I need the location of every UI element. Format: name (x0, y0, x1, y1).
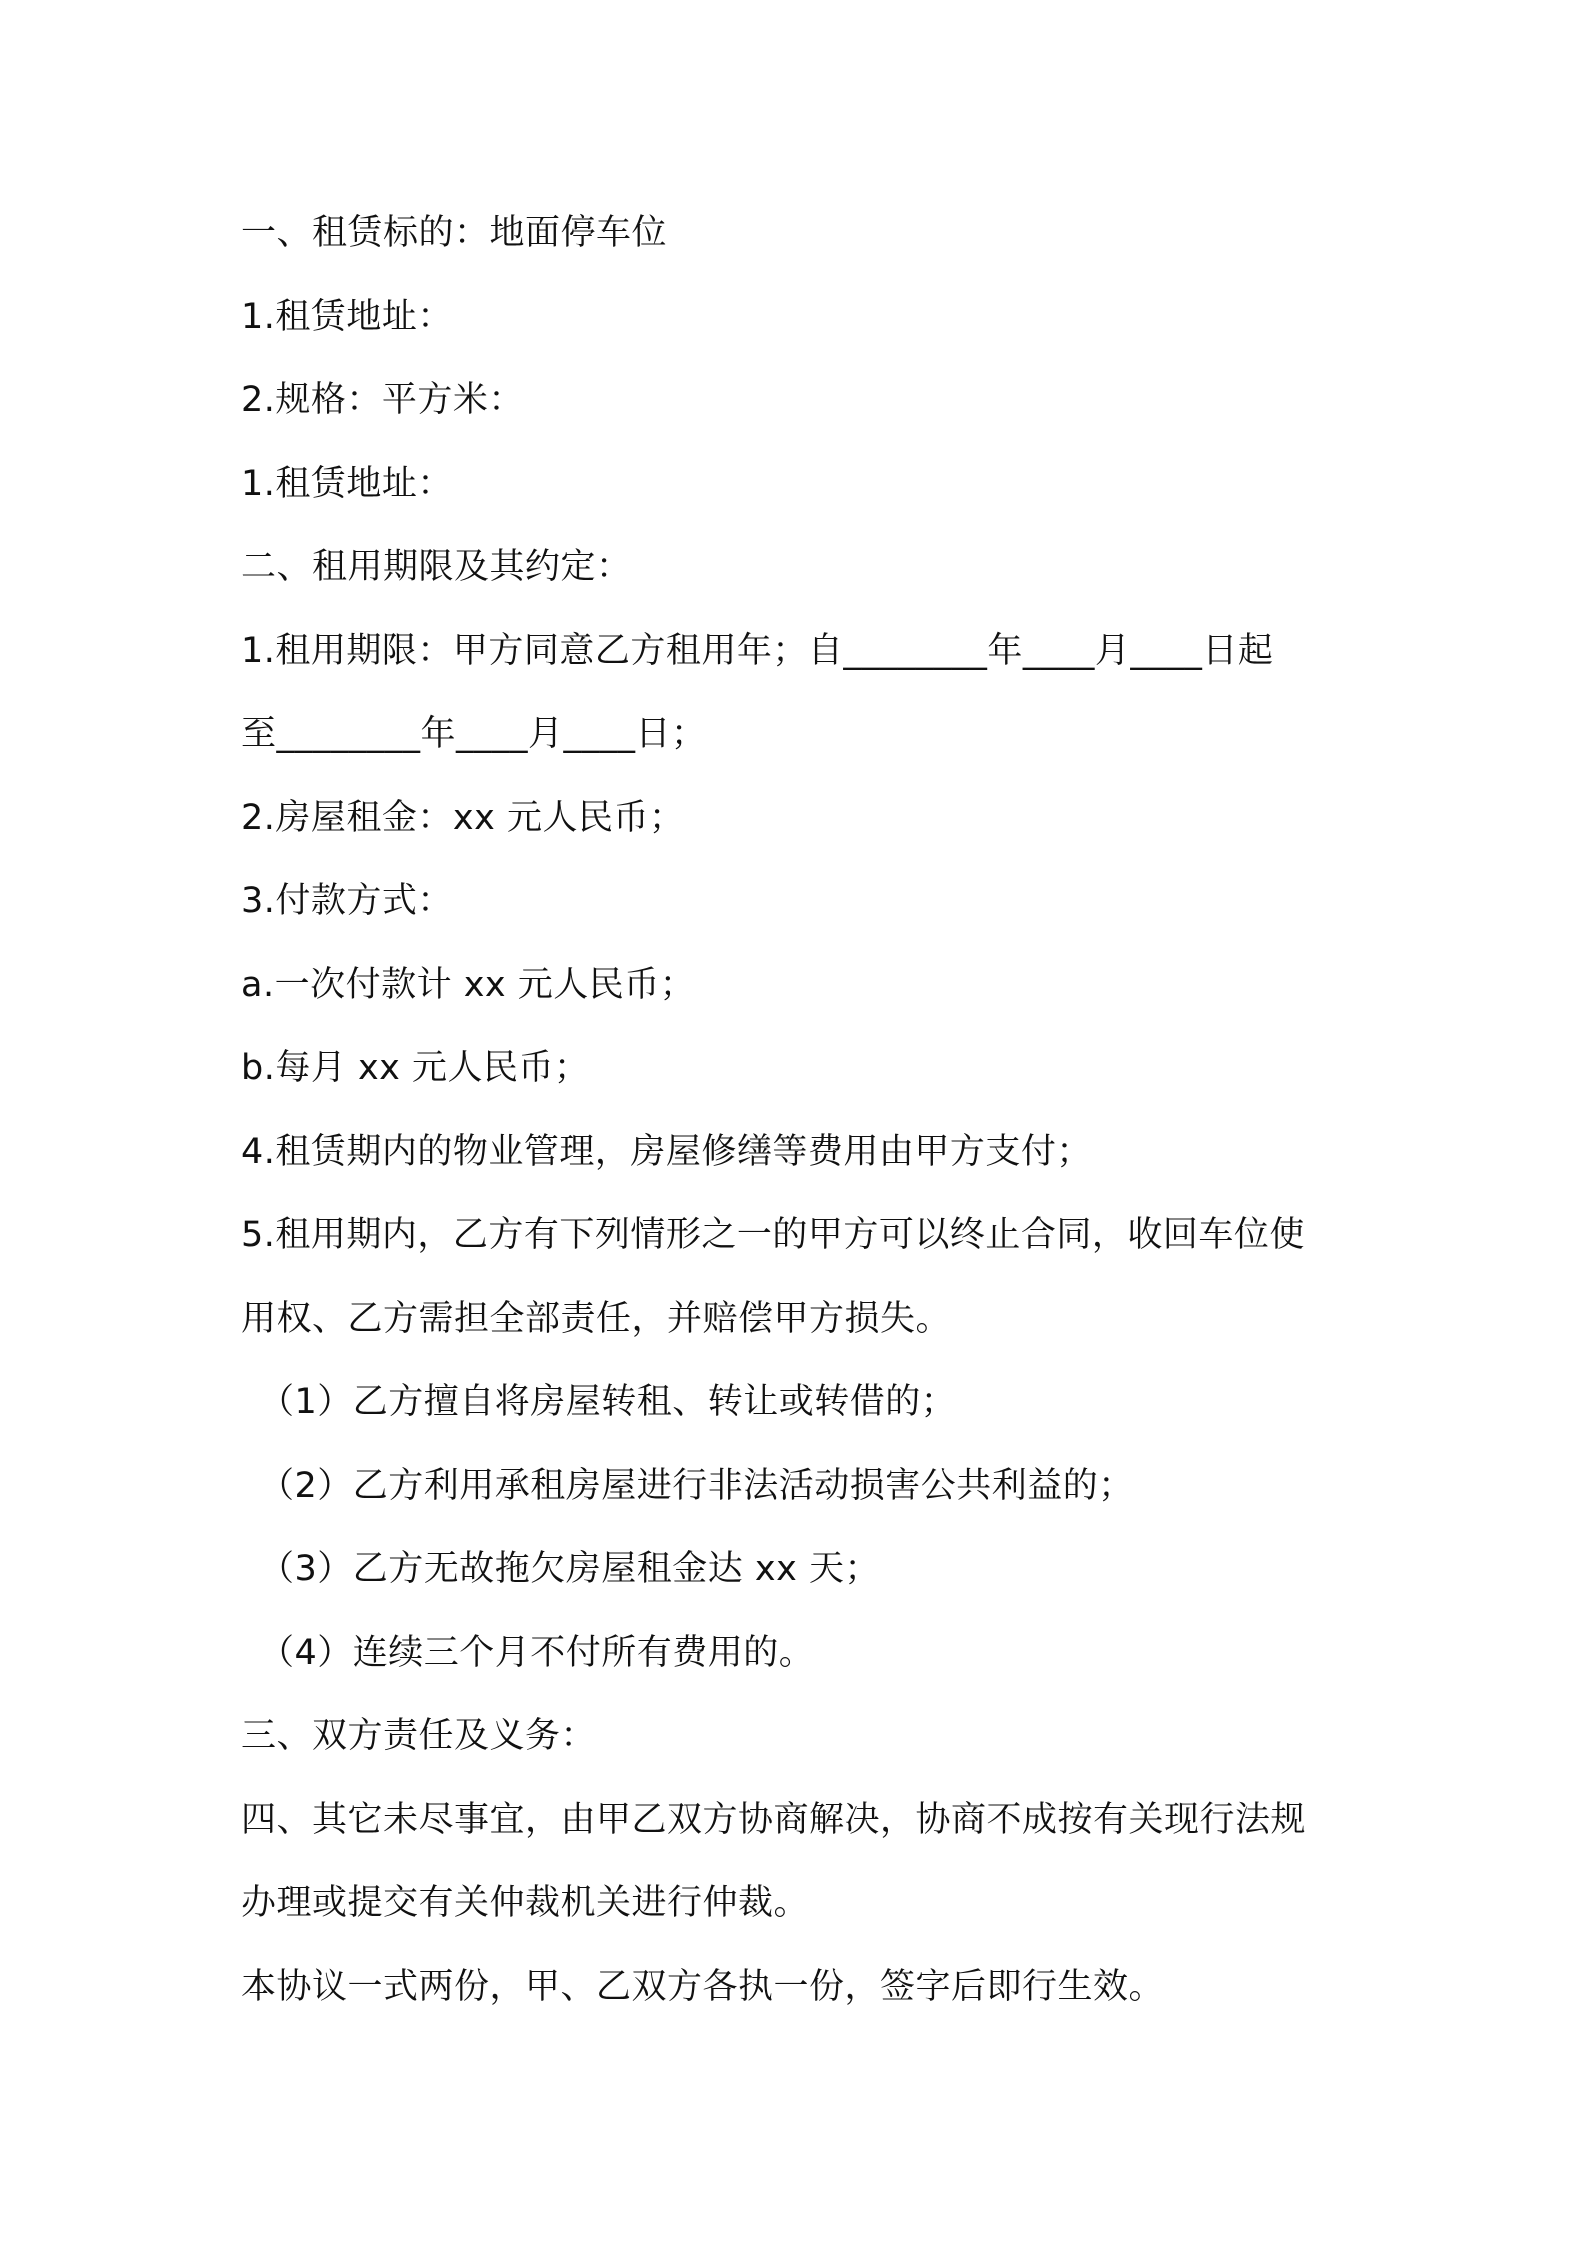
payment-option-b: b.每月 xx 元人民币； (241, 1048, 590, 1088)
termination-item-1: （1）乙方擅自将房屋转租、转让或转借的； (259, 1382, 957, 1422)
payment-option-a: a.一次付款计 xx 元人民币； (241, 964, 696, 1005)
document-body (241, 192, 1371, 2029)
lease-address-line: 1.租赁地址： (241, 296, 453, 337)
payment-method-line: 3.付款方式： (241, 881, 453, 921)
termination-item-3: （3）乙方无故拖欠房屋租金达 xx 天； (259, 1549, 880, 1589)
section-heading-4: 四、其它未尽事宜，由甲乙双方协商解决，协商不成按有关现行法规 (241, 1799, 1307, 1840)
termination-item-2: （2）乙方利用承租房屋进行非法活动损害公共利益的； (259, 1465, 1134, 1506)
rent-line: 2.房屋租金：xx 元人民币； (241, 797, 685, 838)
property-management-line: 4.租赁期内的物业管理，房屋修缮等费用由甲方支付； (241, 1131, 1092, 1172)
specification-line: 2.规格：平方米： (241, 380, 524, 420)
section-heading-1: 一、租赁标的：地面停车位 (241, 213, 668, 253)
section-heading-2: 二、租用期限及其约定： (241, 547, 632, 587)
lease-term-line: 1.租用期限：甲方同意乙方租用年；自________年____月____日起 (241, 630, 1274, 671)
section-heading-3: 三、双方责任及义务： (241, 1716, 597, 1756)
termination-clause-line-cont: 用权、乙方需担全部责任，并赔偿甲方损失。 (241, 1298, 952, 1339)
lease-term-line-cont: 至________年____月____日； (241, 714, 707, 754)
section-4-cont: 办理或提交有关仲裁机关进行仲裁。 (241, 1883, 810, 1923)
lease-address-line-repeat: 1.租赁地址： (241, 463, 453, 504)
termination-item-4: （4）连续三个月不付所有费用的。 (259, 1632, 815, 1673)
termination-clause-line: 5.租用期内，乙方有下列情形之一的甲方可以终止合同，收回车位使 (241, 1215, 1305, 1255)
effectiveness-line: 本协议一式两份，甲、乙双方各执一份，签字后即行生效。 (241, 1966, 1165, 2007)
